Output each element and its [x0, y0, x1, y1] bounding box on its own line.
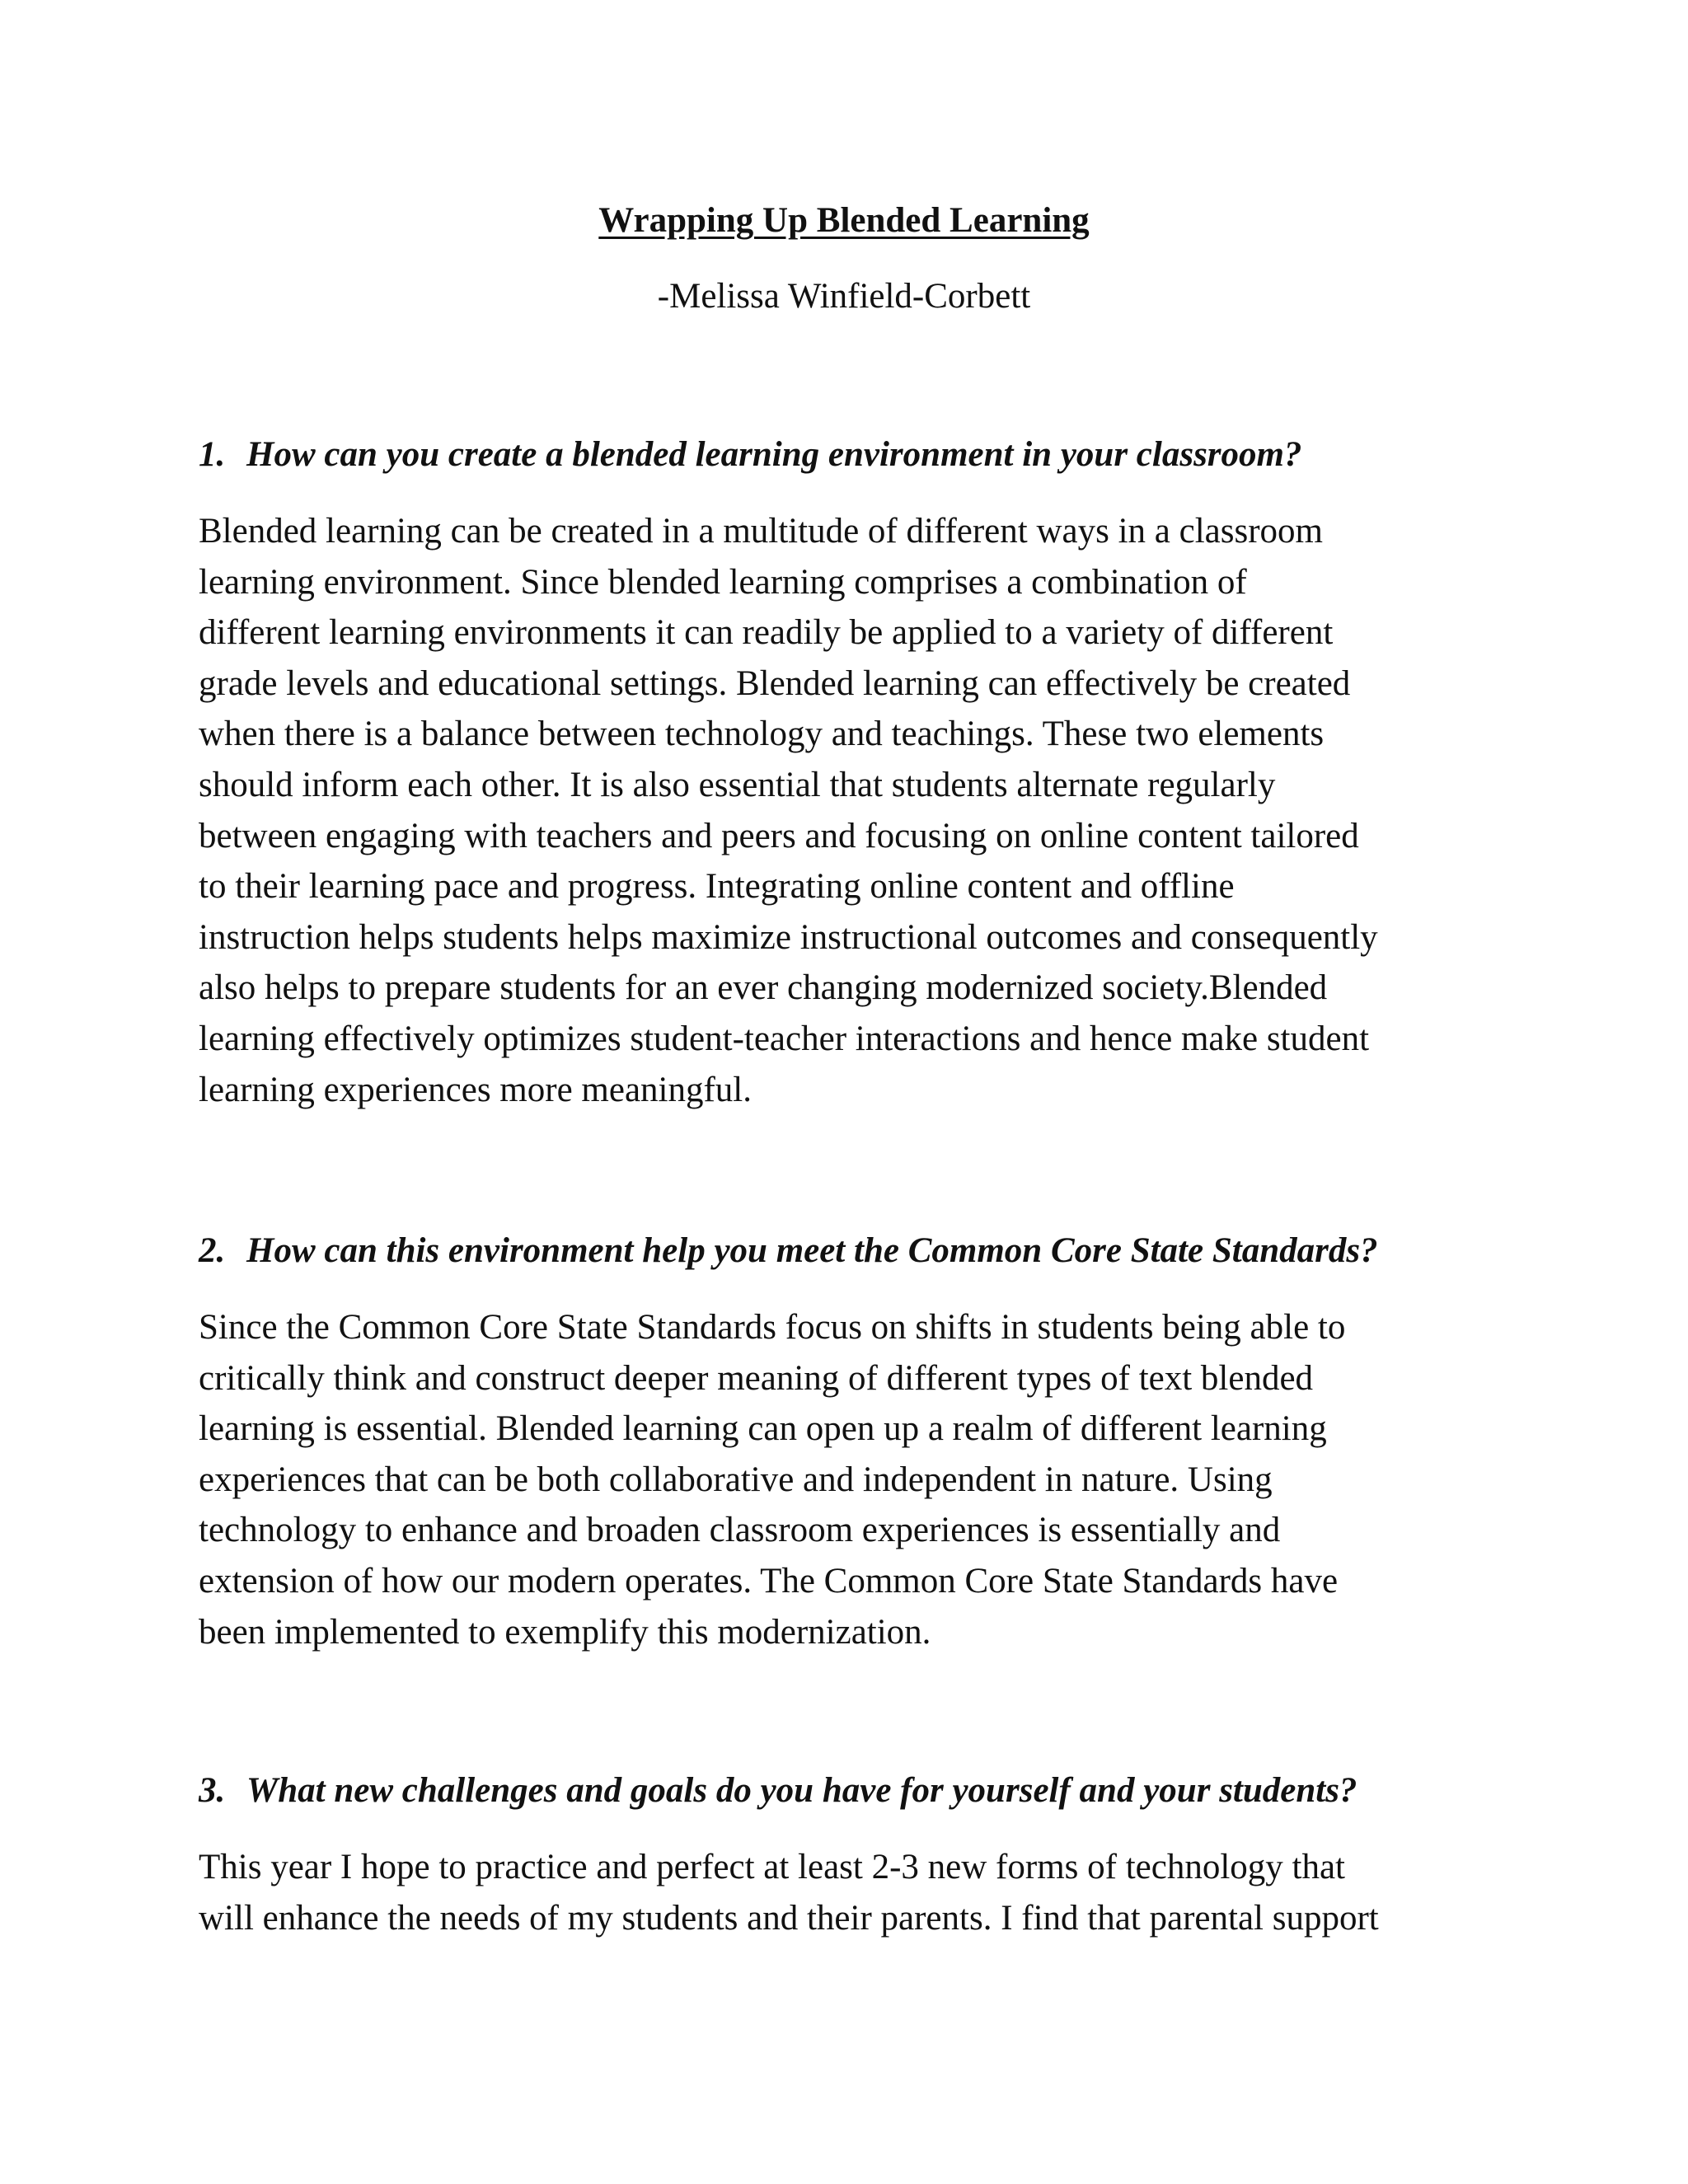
text-line: been implemented to exemplify this modernization. — [199, 1612, 931, 1652]
text-line: also helps to prepare students for an ever changing modernized society.Blended — [199, 968, 1328, 1008]
question-heading — [199, 1226, 1517, 1276]
section-1 — [199, 430, 1517, 1115]
text-line: extension of how our modern operates. The Common Core State Standards have — [199, 1561, 1339, 1601]
text-line: experiences that can be both collaborative and independent in nature. Using — [199, 1460, 1273, 1499]
text-line: technology to enhance and broaden classroom experiences is essentially and — [199, 1511, 1281, 1550]
text-line: learning is essential. Blended learning can open up a realm of different learning — [199, 1409, 1327, 1449]
text-line: will enhance the needs of my students and their parents. I find that parental support — [199, 1898, 1379, 1938]
question-heading — [199, 430, 1517, 480]
text-line: Since the Common Core State Standards focus on shifts in students being able to — [199, 1308, 1346, 1347]
text-line: should inform each other. It is also essential that students alternate regularly — [199, 765, 1276, 804]
text-line: between engaging with teachers and peers and focusing on online content tailored — [199, 816, 1359, 855]
text-line: Blended learning can be created in a multitude of different ways in a classroom — [199, 512, 1323, 551]
text-line: critically think and construct deeper meaning of different types of text blended — [199, 1358, 1314, 1398]
text-line: grade levels and educational settings. Blended learning can effectively be created — [199, 663, 1351, 703]
text-line: when there is a balance between technology and teachings. These two elements — [199, 715, 1325, 754]
answer-paragraph — [199, 1302, 1517, 1657]
question-heading — [199, 1766, 1517, 1816]
text-line: This year I hope to practice and perfect at least 2-3 new forms of technology that — [199, 1848, 1345, 1886]
text-line: learning experiences more meaningful. — [199, 1070, 752, 1109]
text-line: different learning environments it can readily be applied to a variety of different — [199, 613, 1334, 653]
text-line: to their learning pace and progress. Integrating online content and offline — [199, 867, 1235, 907]
author-line: -Melissa Winfield-Corbett — [657, 277, 1031, 316]
question-text: What new challenges and goals do you have for yourself and your students? — [246, 1771, 1357, 1810]
question-number: 3. — [199, 1771, 226, 1810]
text-line: learning effectively optimizes student-teacher interactions and hence make student — [199, 1019, 1370, 1058]
answer-paragraph — [199, 506, 1517, 1115]
question-text: How can this environment help you meet the Common Core State Standards? — [246, 1231, 1378, 1270]
section-3 — [199, 1766, 1517, 1943]
section-2 — [199, 1226, 1517, 1657]
text-line: learning environment. Since blended learning comprises a combination of — [199, 562, 1247, 602]
document-title: Wrapping Up Blended Learning — [598, 201, 1090, 240]
question-text: How can you create a blended learning environment in your classroom? — [246, 435, 1302, 474]
answer-paragraph — [199, 1842, 1517, 1943]
text-line: instruction helps students helps maximize instructional outcomes and consequently — [199, 917, 1378, 957]
question-number: 1. — [199, 435, 226, 474]
question-number: 2. — [199, 1231, 226, 1270]
